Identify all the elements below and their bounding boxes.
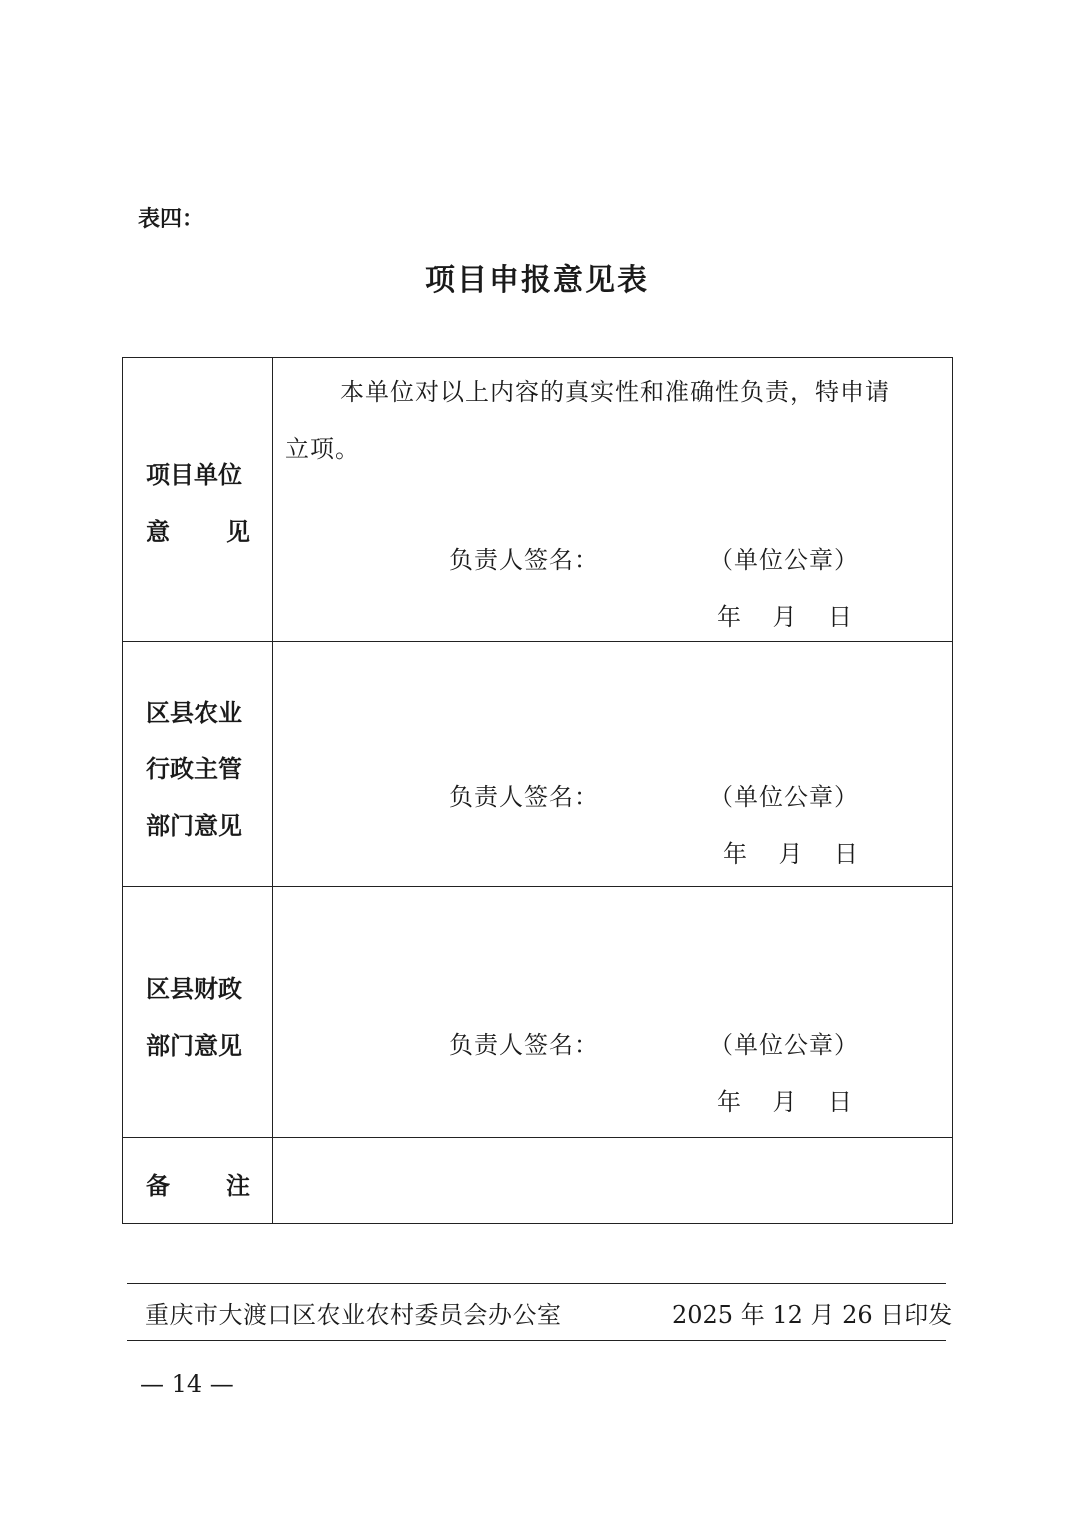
row2-seal-label: （单位公章）: [709, 783, 859, 811]
issuer-name: 重庆市大渡口区农业农村委员会办公室: [145, 1301, 562, 1329]
row2-date: [723, 834, 859, 869]
row4-label: [146, 1166, 250, 1201]
row3-seal-label: （单位公章）: [709, 1031, 859, 1059]
table-label: 表四：: [138, 207, 205, 232]
issue-date: 2025 年 12 月 26 日印发: [672, 1301, 953, 1329]
row2-label-line3: 部门意见: [146, 812, 242, 840]
date-day: 日: [834, 840, 859, 868]
row-divider: [123, 641, 952, 642]
row2-signature-label: 负责人签名：: [449, 783, 599, 811]
row2-label-line1: 区县农业: [146, 699, 242, 727]
date-day: 日: [828, 603, 853, 631]
row3-date: [717, 1082, 853, 1117]
opinion-form-table: [122, 357, 953, 1224]
row1-label-char-b: 见: [226, 518, 250, 546]
date-year: 年: [717, 1088, 742, 1116]
date-month: 月: [772, 603, 798, 631]
date-year: 年: [717, 603, 742, 631]
row3-signature-label: 负责人签名：: [449, 1031, 599, 1059]
footer-rule-top: [127, 1283, 946, 1284]
row1-label-line2: [146, 512, 250, 547]
row1-date: [717, 597, 853, 632]
column-divider: [272, 358, 273, 1223]
page-title: 项目申报意见表: [425, 263, 649, 298]
row1-signature-label: 负责人签名：: [449, 546, 599, 574]
row3-label-line2: 部门意见: [146, 1032, 242, 1060]
date-month: 月: [778, 840, 804, 868]
row4-label-char-b: 注: [226, 1172, 250, 1200]
row1-statement-line1: 本单位对以上内容的真实性和准确性负责，特申请: [340, 378, 890, 406]
row1-seal-label: （单位公章）: [709, 546, 859, 574]
date-year: 年: [723, 840, 748, 868]
row2-label-line2: 行政主管: [146, 755, 242, 783]
row1-statement-line2: 立项。: [285, 435, 360, 463]
page-number: — 14 —: [140, 1370, 234, 1398]
row1-label-line1: 项目单位: [146, 461, 242, 489]
row1-label-char-a: 意: [146, 518, 170, 546]
footer-rule-bottom: [127, 1340, 946, 1341]
row4-label-char-a: 备: [146, 1172, 170, 1200]
date-day: 日: [828, 1088, 853, 1116]
row-divider: [123, 1137, 952, 1138]
date-month: 月: [772, 1088, 798, 1116]
row-divider: [123, 886, 952, 887]
row3-label-line1: 区县财政: [146, 975, 242, 1003]
